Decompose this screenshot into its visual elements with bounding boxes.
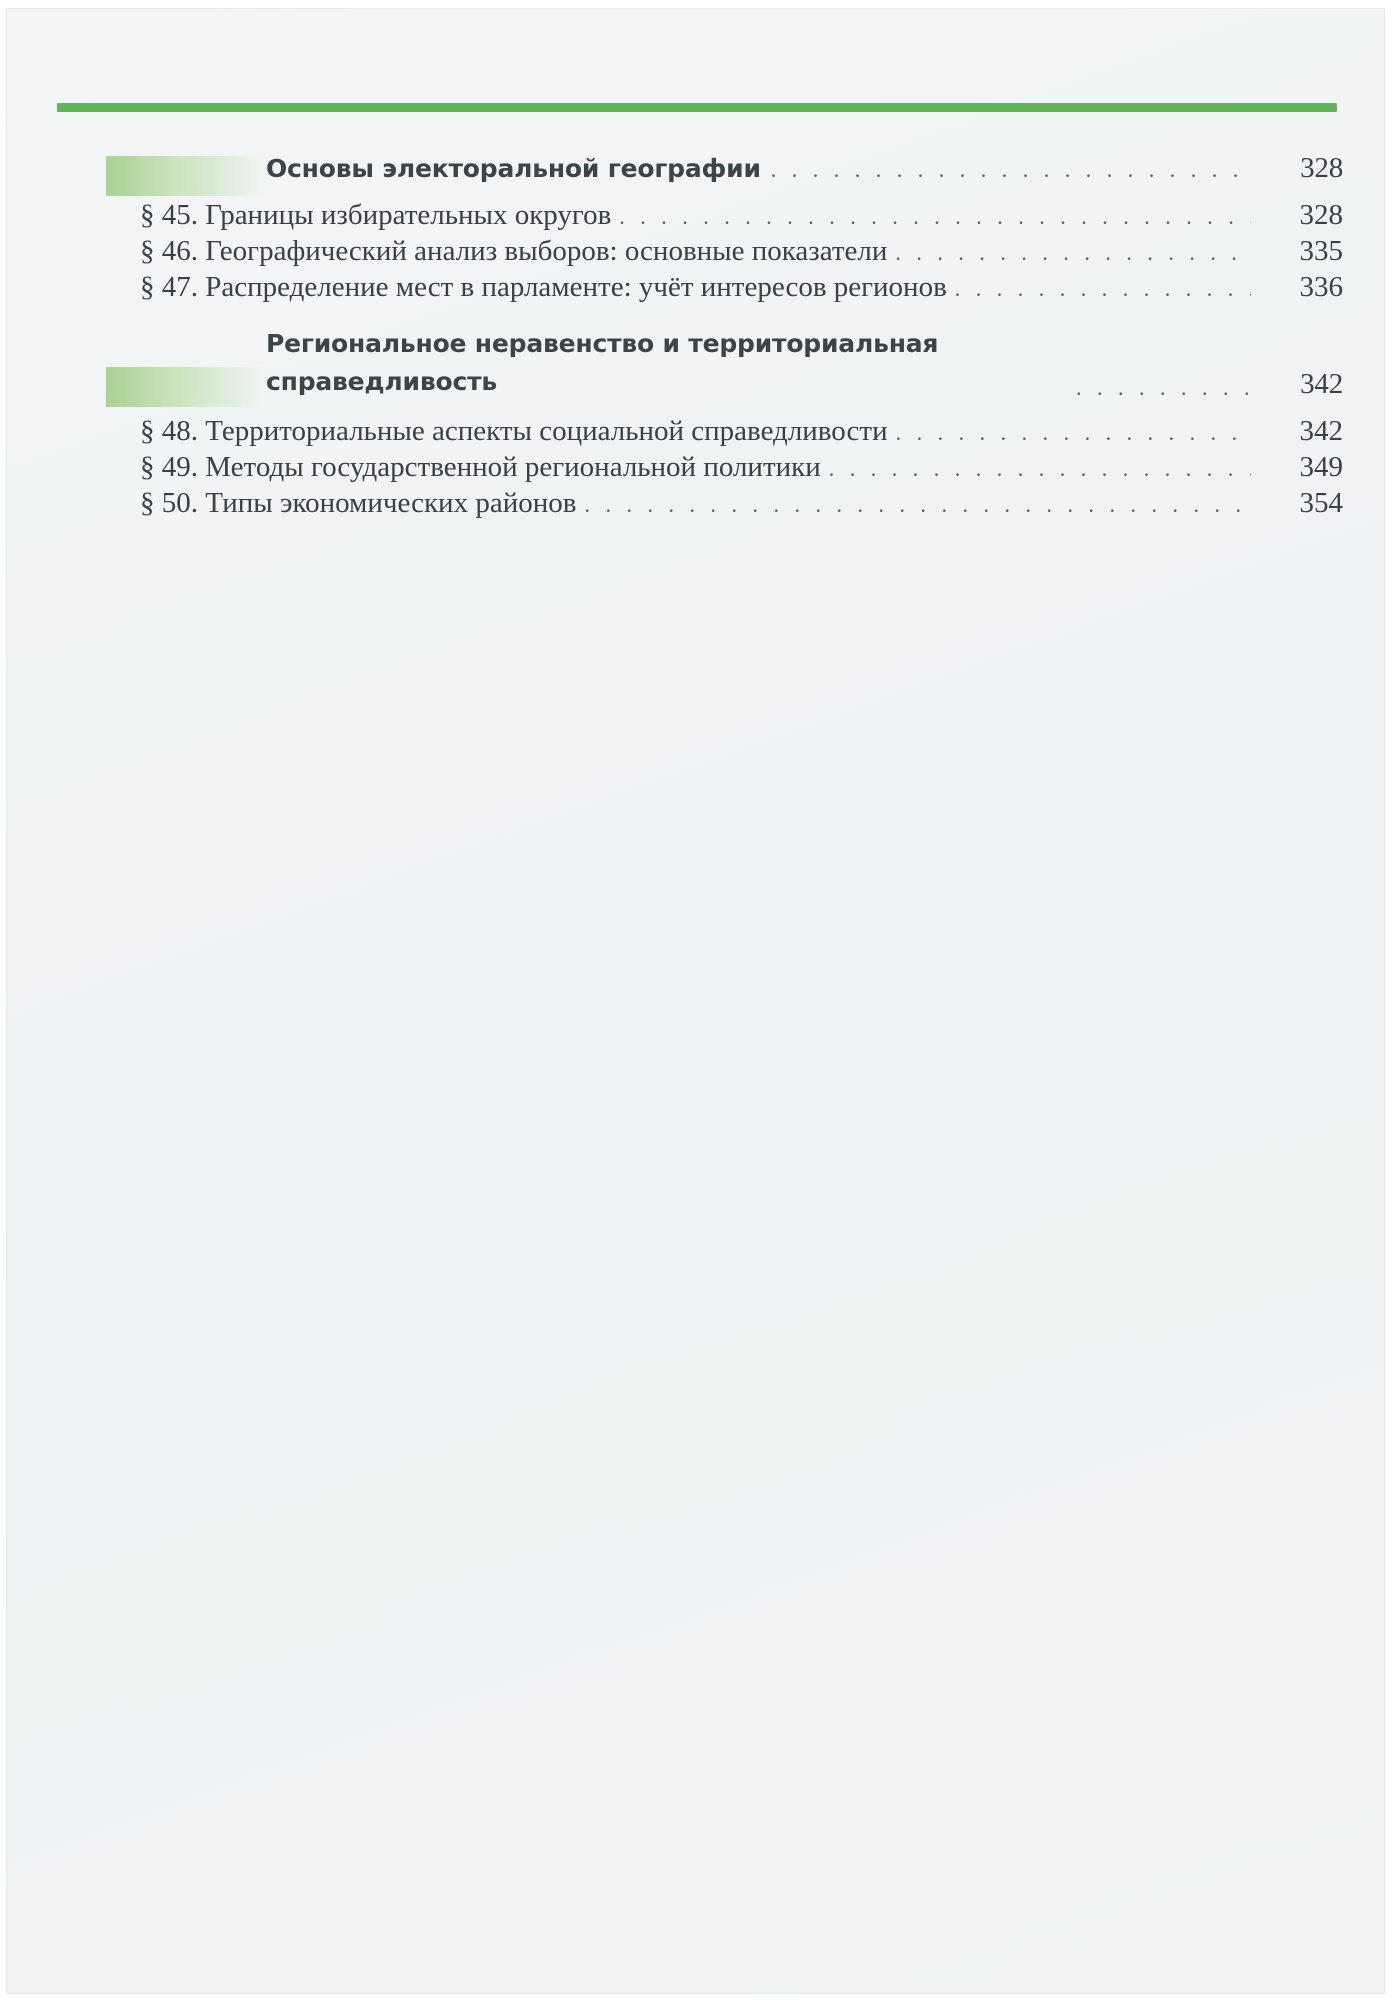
section-page-number: 328 xyxy=(1300,152,1343,184)
dot-leader xyxy=(771,157,1251,183)
dot-leader xyxy=(829,456,1251,482)
entry-page-number: 336 xyxy=(1299,271,1343,303)
entry-page-number: 354 xyxy=(1299,487,1343,519)
toc-section xyxy=(106,152,1343,185)
document-page xyxy=(6,8,1385,1994)
entry-page-number: 349 xyxy=(1299,451,1343,483)
section-heading-row[interactable] xyxy=(106,325,1343,401)
entry-page-number: 335 xyxy=(1299,235,1343,267)
toc-entry[interactable] xyxy=(106,487,1343,523)
dot-leader xyxy=(955,276,1251,302)
entry-label: § 45. Границы избирательных округов xyxy=(140,199,612,231)
toc-entry[interactable] xyxy=(106,451,1343,487)
entry-label: § 49. Методы государственной региональной политики xyxy=(140,451,821,483)
dot-leader xyxy=(584,492,1251,518)
table-of-contents xyxy=(106,152,1343,541)
section-entries xyxy=(106,415,1343,523)
entry-label: § 50. Типы экономических районов xyxy=(140,487,577,519)
dot-leader xyxy=(895,240,1251,266)
toc-entry[interactable] xyxy=(106,271,1343,307)
section-heading-row[interactable] xyxy=(106,152,1343,185)
section-page-number: 342 xyxy=(1300,368,1343,400)
toc-entry[interactable] xyxy=(106,199,1343,235)
section-entries xyxy=(106,199,1343,307)
entry-label: § 46. Географический анализ выборов: основные показатели xyxy=(140,235,888,267)
entry-page-number: 328 xyxy=(1299,199,1343,231)
section-title: Региональное неравенство и территориальная справедливость xyxy=(266,329,939,396)
dot-leader xyxy=(619,204,1251,230)
dot-leader xyxy=(1076,375,1251,401)
entry-label: § 48. Территориальные аспекты социальной справедливости xyxy=(140,415,888,447)
toc-entry[interactable] xyxy=(106,235,1343,271)
entry-label: § 47. Распределение мест в парламенте: учёт интересов регионов xyxy=(140,271,947,303)
entry-page-number: 342 xyxy=(1299,415,1343,447)
section-title: Основы электоральной географии xyxy=(266,154,761,183)
dot-leader xyxy=(896,420,1251,446)
toc-entry[interactable] xyxy=(106,415,1343,451)
top-green-rule xyxy=(57,103,1337,112)
toc-section xyxy=(106,325,1343,401)
